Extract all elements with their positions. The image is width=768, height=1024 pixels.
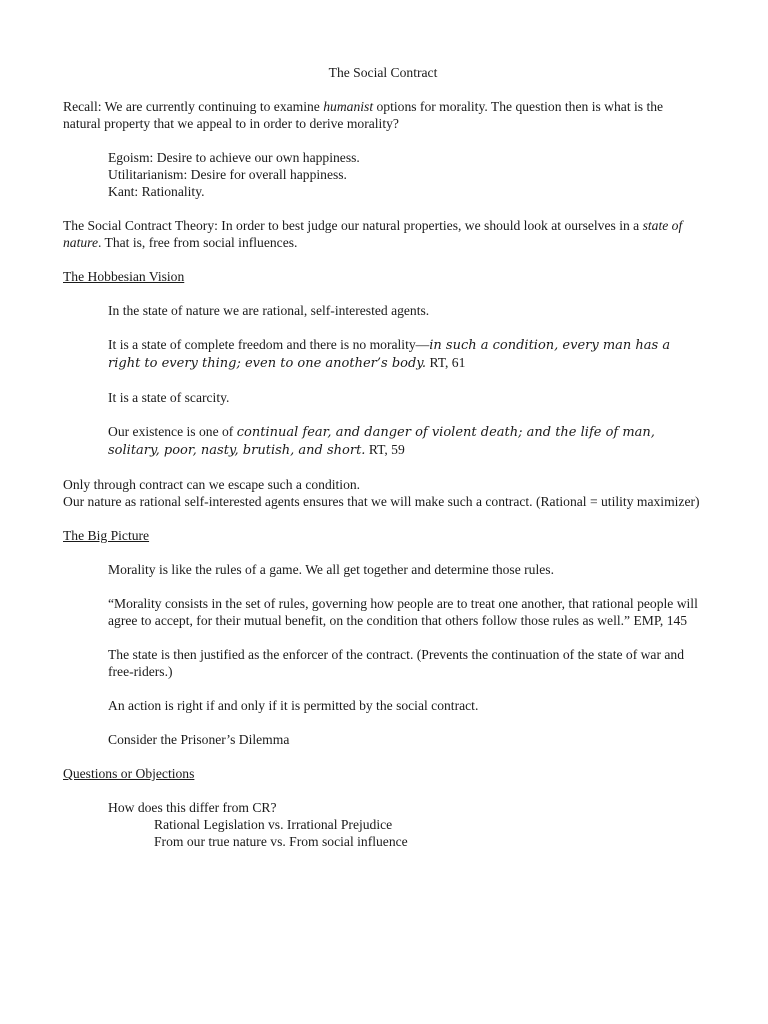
contract-line-2: Our nature as rational self-interested agents ensures that we will make such a contract. (Rational = utility maximizer) — [63, 494, 700, 509]
theory-kant: Kant: Rationality. — [108, 184, 205, 199]
big-picture-point-3: The state is then justified as the enforcer of the contract. (Prevents the continuation of the state of war and free-riders.) — [108, 647, 685, 679]
question-1: How does this differ from CR? — [108, 800, 277, 815]
hobbes-point-2-quote: in such a condition, every man has a right to every thing; even to one another’s body. — [108, 338, 671, 371]
recall-text: Recall: We are currently continuing to examine — [63, 99, 324, 114]
document-page — [63, 64, 703, 850]
big-picture-point-4: An action is right if and only if it is permitted by the social contract. — [108, 698, 479, 713]
hobbes-point-2-text: It is a state of complete freedom and there is no morality— — [108, 337, 430, 352]
hobbes-point-4 — [63, 423, 703, 459]
hobbes-point-2-citation: RT, 61 — [426, 355, 466, 370]
social-contract-theory-paragraph — [63, 217, 703, 251]
contract-line-1: Only through contract can we escape such a condition. — [63, 477, 361, 492]
contract-paragraph — [63, 476, 703, 510]
hobbes-point-2 — [63, 336, 703, 372]
hobbes-point-4-quote: continual fear, and danger of violent death; and the life of man, solitary, poor, nasty, brutish, and short. — [108, 425, 655, 458]
hobbes-point-1: In the state of nature we are rational, self-interested agents. — [108, 303, 430, 318]
theory-utilitarianism: Utilitarianism: Desire for overall happiness. — [108, 167, 347, 182]
recall-paragraph — [63, 98, 703, 132]
big-picture-point-5: Consider the Prisoner’s Dilemma — [108, 732, 290, 747]
recall-emphasis: humanist — [323, 99, 374, 114]
big-picture-quote: “Morality consists in the set of rules, governing how people are to treat one another, that rational people will agree to accept, for their mutual benefit, on the condition that others follow those rules as well.” EMP, 145 — [108, 596, 698, 628]
big-picture-point-1: Morality is like the rules of a game. We all get together and determine those rules. — [108, 562, 554, 577]
theory-egoism: Egoism: Desire to achieve our own happiness. — [108, 150, 360, 165]
hobbes-point-3: It is a state of scarcity. — [108, 390, 230, 405]
heading-hobbesian-vision: The Hobbesian Vision — [63, 269, 185, 284]
sct-text-end: . That is, free from social influences. — [98, 235, 298, 250]
hobbes-point-4-citation: RT, 59 — [365, 442, 405, 457]
document-title: The Social Contract — [328, 65, 438, 80]
recall-text-end: options for morality. The question then is what is the natural property that we appeal to in order to derive morality? — [63, 99, 664, 131]
theory-list — [63, 149, 703, 200]
heading-big-picture: The Big Picture — [63, 528, 150, 543]
question-1-item-a: Rational Legislation vs. Irrational Prejudice — [154, 817, 393, 832]
question-1-item-b: From our true nature vs. From social influence — [154, 834, 408, 849]
sct-emphasis: state of nature — [63, 218, 683, 250]
sct-text: The Social Contract Theory: In order to best judge our natural properties, we should look at ourselves in a — [63, 218, 643, 233]
heading-questions-objections: Questions or Objections — [63, 766, 195, 781]
hobbes-point-4-text: Our existence is one of — [108, 424, 237, 439]
